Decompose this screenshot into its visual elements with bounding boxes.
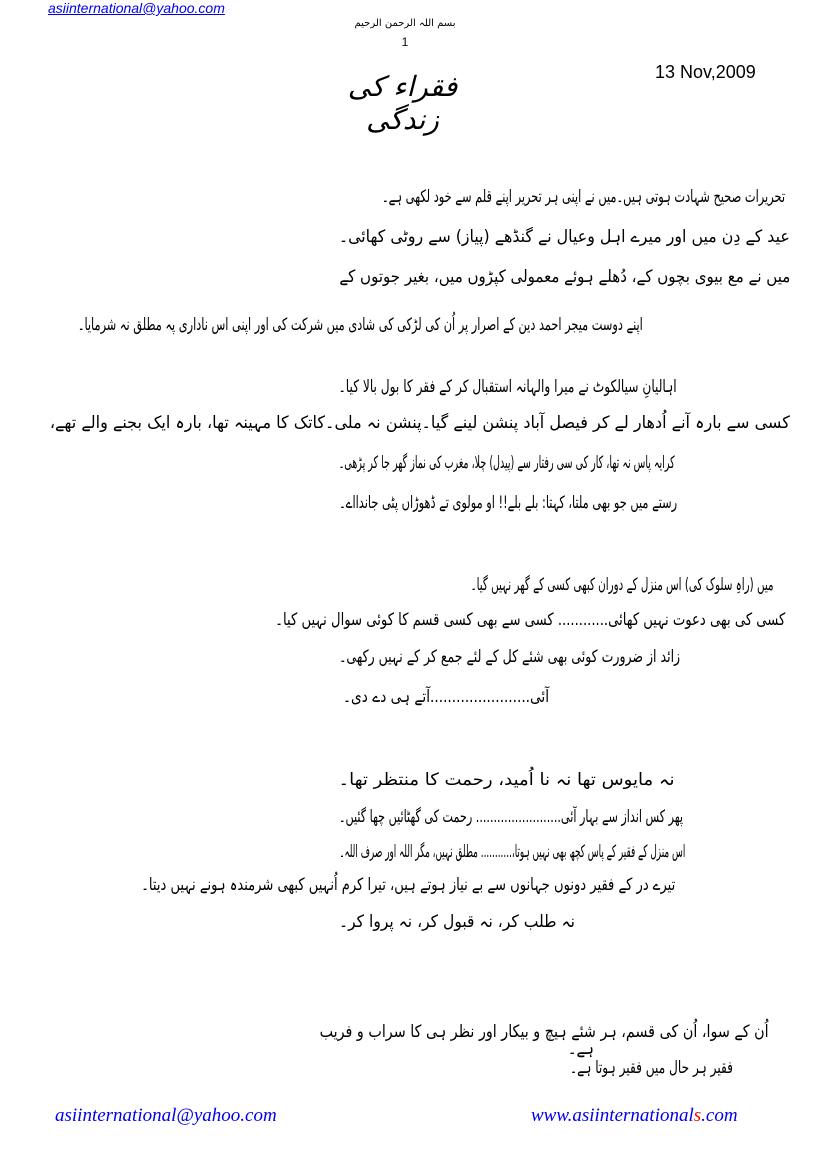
- website-highlight: s: [693, 1105, 702, 1126]
- bismillah: بسم اللہ الرحمن الرحیم: [354, 18, 456, 29]
- text-line: کسی کی بھی دعوت نہیں کھائی............ کسی سے بھی کسی قسم کا کوئی سوال نہیں کیا۔: [275, 610, 785, 630]
- website-suffix: .com: [701, 1105, 738, 1126]
- text-line: اہالیانِ سیالکوٹ نے میرا والہانہ استقبال کر کے فقر کا بول بالا کیا۔: [339, 377, 677, 397]
- text-line: اپنے دوست میجر احمد دین کے اصرار پر اُن کی لڑکی کی شادی میں شرکت کی اور اپنی اس ناداری پہ مطلق نہ شرمایا۔: [78, 315, 643, 335]
- text-line: میں (راہِ سلوک کی) اس منزل کے دوران کبھی کسی کے گھر نہیں گیا۔: [471, 575, 774, 595]
- text-line: اُن کے سوا، اُن کی قسم، ہر شئے ہیچ و بیکار اور نظر ہی کا سراب و فریب: [320, 1022, 769, 1042]
- text-line: زائد از ضرورت کوئی بھی شئے کل کے لئے جمع کر کے نہیں رکھی۔: [339, 647, 680, 667]
- document-title: فقراء کی زندگی: [347, 70, 458, 136]
- text-line: فقیر ہر حال میں فقیر ہوتا ہے۔: [570, 1058, 733, 1078]
- footer-email-link[interactable]: asiinternational@yahoo.com: [55, 1105, 277, 1126]
- text-line: نہ طلب کر، نہ قبول کر، نہ پروا کر۔: [339, 912, 575, 932]
- text-line: تحریرات صحیح شہادت ہوتی ہیں۔میں نے اپنی ہر تحریر اپنے قلم سے خود لکھی ہے۔: [382, 187, 785, 207]
- text-line: تیرے در کے فقیر دونوں جہانوں سے بے نیاز ہوتے ہیں، تیرا کرم اُنہیں کبھی شرمندہ ہونے نہیں دیتا۔: [141, 875, 675, 895]
- text-line: میں نے مع بیوی بچوں کے، دُھلے ہوئے معمولی کپڑوں میں، بغیر جوتوں کے: [339, 267, 790, 287]
- header-email-link[interactable]: asiinternational@yahoo.com: [48, 0, 225, 16]
- text-line: کرایہ پاس نہ تھا، کار کی سی رفتار سے (پیدل) چلا، مغرب کی نماز گھر جا کر پڑھی۔: [339, 453, 675, 473]
- text-line: عید کے دِن میں اور میرے اہل وعیال نے گنڈھے (پیاز) سے روٹی کھائی۔: [339, 227, 790, 247]
- page-number: 1: [401, 35, 409, 49]
- text-line: اس منزل کے فقیر کے پاس کچھ بھی نہیں ہوتا،........... مطلق نہیں، مگر اللہ اور صرف اللہ۔: [339, 842, 685, 862]
- document-date: 13 Nov,2009: [655, 62, 756, 82]
- footer-website-link[interactable]: [531, 1105, 738, 1127]
- text-line: ہے۔: [568, 1039, 594, 1059]
- text-line: نہ مایوس تھا نہ نا اُمید، رحمت کا منتظر تھا۔: [339, 770, 675, 790]
- text-line: رستے میں جو بھی ملتا، کہتا: بلے بلے!! او مولوی تے ڈھوڑاں پٹی جاندااے۔: [339, 493, 677, 513]
- text-line: کسی سے بارہ آنے اُدھار لے کر فیصل آباد پنشن لینے گیا۔پنشن نہ ملی۔کاتک کا مہینہ تھا، بارہ ایک بجنے والے تھے،: [50, 413, 790, 433]
- text-line: آئی.......................آتے ہی دے دی۔: [343, 687, 549, 707]
- website-prefix: www.asiinternational: [531, 1105, 694, 1126]
- text-line: پھر کس انداز سے بہار آئی........................ رحمت کی گھٹائیں چھا گئیں۔: [339, 807, 683, 827]
